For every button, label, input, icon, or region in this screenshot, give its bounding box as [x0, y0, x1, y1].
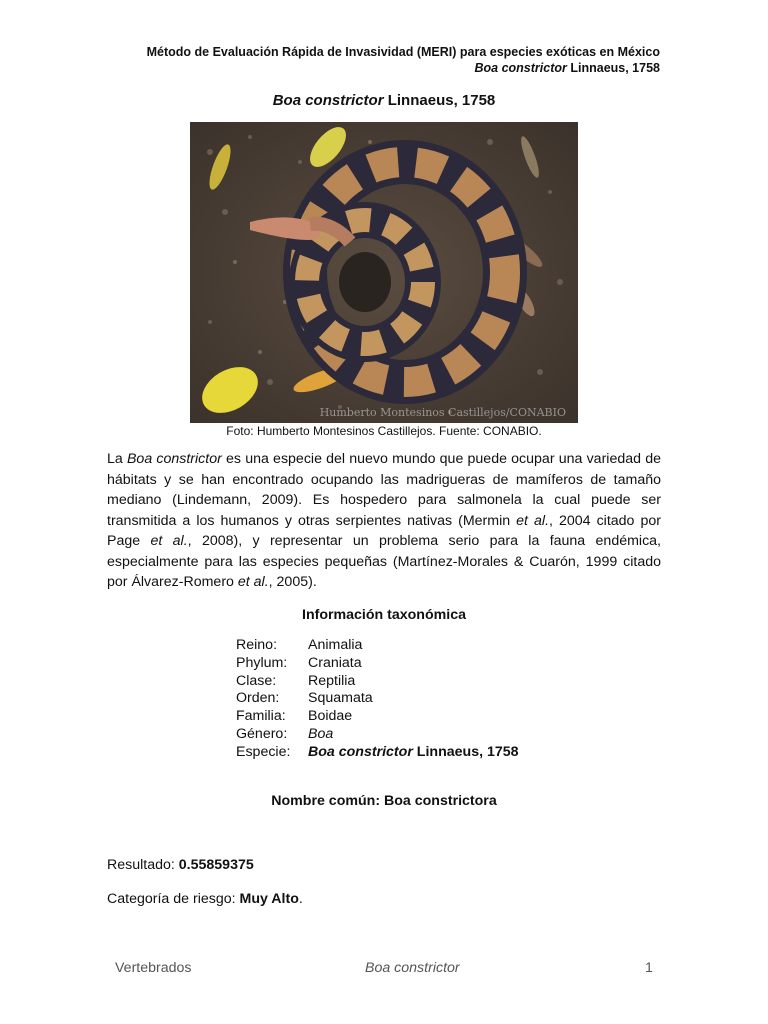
taxonomy-row-especie — [236, 744, 519, 762]
taxonomy-key: Phylum: — [236, 654, 288, 671]
photo-watermark: Humberto Montesinos Castillejos/CONABIO — [319, 406, 566, 419]
taxonomy-key: Clase: — [236, 672, 277, 689]
para-text-3: , 2004 citado por Page — [107, 512, 661, 549]
taxonomy-key: Género: — [236, 725, 288, 742]
footer-species: Boa constrictor — [365, 960, 460, 976]
title-species-italic: Boa constrictor — [272, 92, 384, 109]
taxonomy-value: Animalia — [308, 637, 363, 653]
taxonomy-key: Familia: — [236, 708, 286, 725]
taxonomy-heading: Información taxonómica — [302, 607, 466, 623]
taxonomy-row-familia — [236, 708, 519, 726]
description-paragraph — [107, 449, 661, 593]
risk-label: Categoría de riesgo: — [107, 891, 240, 907]
taxonomy-row-phylum — [236, 655, 519, 673]
taxonomy-key: Orden: — [236, 690, 280, 707]
page-header — [147, 44, 660, 76]
para-text-1: La — [107, 451, 127, 467]
risk-category-line — [107, 891, 303, 907]
taxonomy-species-italic: Boa constrictor — [308, 743, 413, 760]
taxonomy-row-orden — [236, 690, 519, 708]
header-line-1: Método de Evaluación Rápida de Invasividad (MERI) para especies exóticas en México — [146, 45, 660, 59]
taxonomy-value — [308, 726, 333, 744]
taxonomy-row-clase — [236, 673, 519, 691]
header-species-author: Linnaeus, 1758 — [566, 61, 660, 75]
taxonomy-genus-italic: Boa — [308, 725, 334, 742]
result-line — [107, 857, 254, 873]
boa-photo — [190, 122, 578, 423]
boa-photo-illustration — [190, 122, 578, 423]
risk-value: Muy Alto — [239, 891, 299, 907]
para-text-4: , 2008), y representar un problema serio para la fauna endémica, especialmente para las especies pequeñas (Martínez-Morales & Cuarón, 1999 citado por Álvarez-Romero — [107, 533, 662, 590]
para-italic-1: Boa constrictor — [126, 451, 222, 467]
taxonomy-row-genero — [236, 726, 519, 744]
header-line-2 — [147, 60, 660, 76]
risk-suffix: . — [298, 891, 303, 907]
para-italic-4: et al. — [237, 574, 269, 590]
para-text-5: , 2005). — [268, 574, 317, 590]
taxonomy-value — [308, 744, 519, 762]
document-title — [0, 92, 768, 109]
page-number: 1 — [645, 960, 653, 976]
photo-caption: Foto: Humberto Montesinos Castillejos. Fuente: CONABIO. — [226, 424, 542, 438]
para-italic-3: et al. — [150, 533, 188, 549]
title-species-author: Linnaeus, 1758 — [383, 92, 496, 109]
taxonomy-species-author: Linnaeus, 1758 — [412, 743, 519, 760]
footer-section: Vertebrados — [115, 960, 192, 976]
para-italic-2: et al. — [516, 512, 550, 529]
taxonomy-value: Reptilia — [308, 672, 356, 689]
taxonomy-key: Especie: — [236, 743, 291, 760]
taxonomy-value: Boidae — [308, 708, 353, 725]
taxonomy-key: Reino: — [236, 637, 278, 653]
result-label: Resultado: — [107, 857, 179, 873]
header-species-italic: Boa constrictor — [474, 61, 567, 75]
para-text-2: es una especie del nuevo mundo que puede ocupar una variedad de hábitats y se han encontrado ocupando las madrigueras de mamíferos de tamaño mediano (Lindemann, 2009). Es hospedero para salmonela la cual puede ser transmitida a los humanos y otras serpientes nativas (Mermin — [107, 451, 661, 529]
taxonomy-table — [236, 637, 519, 762]
common-name: Nombre común: Boa constrictora — [271, 793, 497, 809]
taxonomy-value: Squamata — [308, 690, 373, 707]
taxonomy-row-reino — [236, 637, 519, 655]
taxonomy-value: Craniata — [308, 654, 362, 671]
result-value: 0.55859375 — [178, 857, 254, 873]
